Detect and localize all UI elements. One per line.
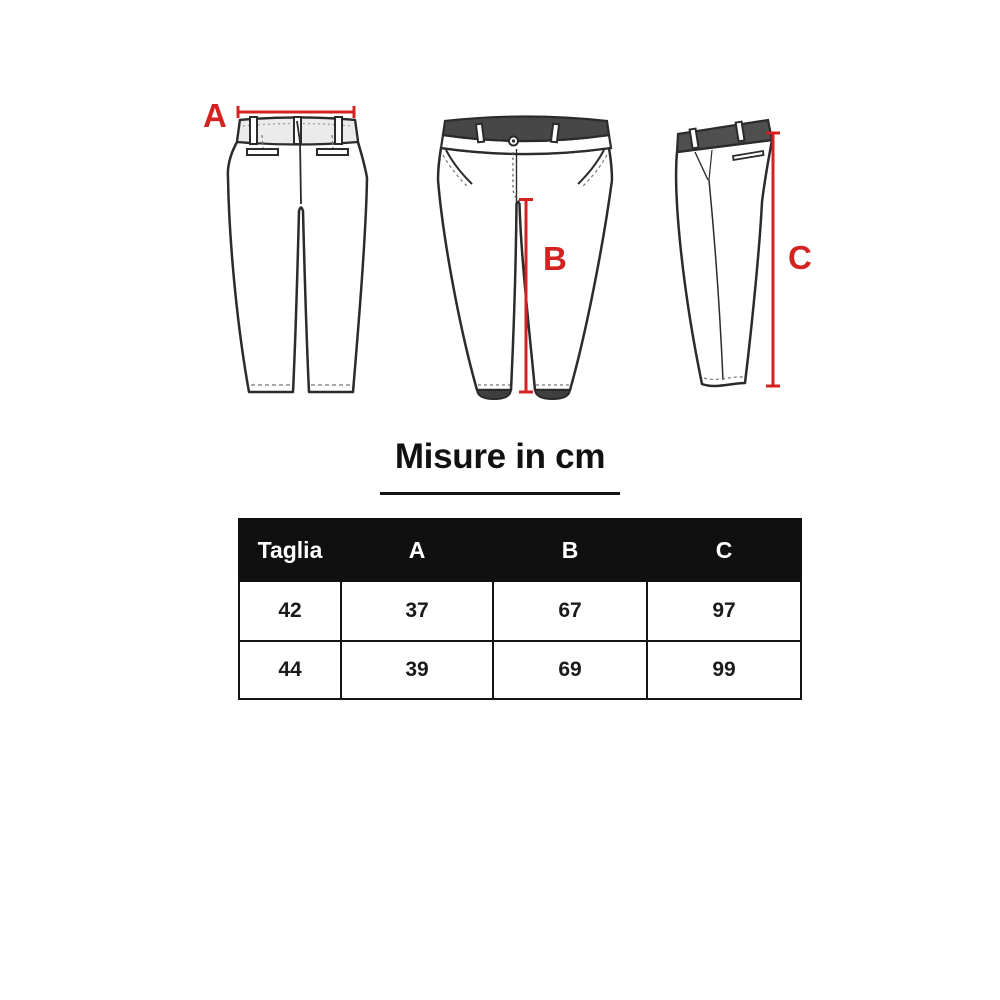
back-pocket-left: [247, 149, 278, 155]
pants-side-outline: [676, 140, 772, 386]
back-pocket-right: [317, 149, 348, 155]
belt-loop: [476, 124, 484, 143]
header-cell-b: B: [493, 519, 647, 581]
belt-loop: [335, 117, 342, 144]
table-header-row: [239, 519, 801, 581]
cell-a-42: 37: [341, 581, 493, 641]
header-cell-c: C: [647, 519, 801, 581]
title-underline: [380, 492, 620, 495]
hem-right: [535, 390, 570, 399]
cell-b-44: 69: [493, 641, 647, 699]
cell-a-44: 39: [341, 641, 493, 699]
front-waistband-inner: [443, 117, 609, 142]
size-table: [238, 518, 802, 700]
table-row-size-42: [239, 581, 801, 641]
header-cell-a: A: [341, 519, 493, 581]
waist-button-center: [512, 139, 515, 142]
cell-c-44: 99: [647, 641, 801, 699]
cell-taglia-42: 42: [239, 581, 341, 641]
belt-loop: [250, 117, 257, 144]
measure-label-a: A: [203, 97, 227, 134]
size-chart-title: Misure in cm: [394, 437, 606, 476]
pants-front-view-drawing: [430, 105, 620, 405]
measure-label-b: B: [543, 240, 567, 277]
cell-c-42: 97: [647, 581, 801, 641]
header-cell-taglia: Taglia: [239, 519, 341, 581]
cell-b-42: 67: [493, 581, 647, 641]
hem-left: [477, 390, 511, 399]
belt-loop: [551, 124, 559, 143]
table-row-size-44: [239, 641, 801, 699]
cell-taglia-44: 44: [239, 641, 341, 699]
measure-line-c: [766, 133, 780, 386]
measure-label-c: C: [788, 239, 812, 276]
pants-back-outline: [228, 118, 367, 393]
